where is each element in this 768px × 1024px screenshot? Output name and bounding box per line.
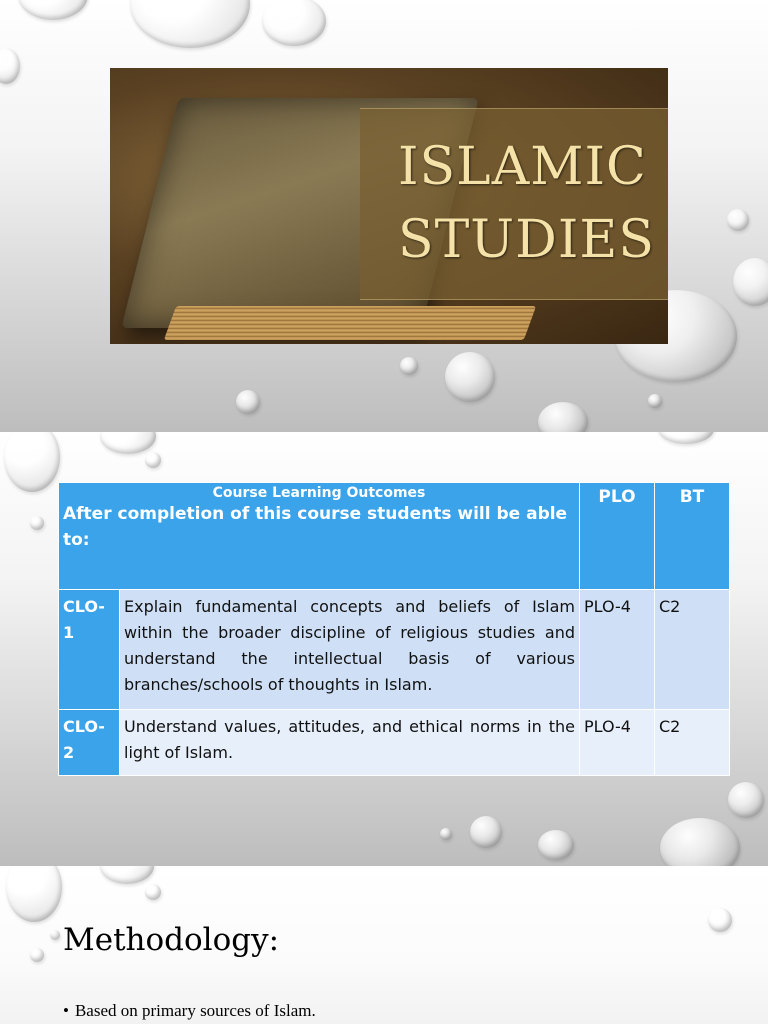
banner-title-line2: STUDIES — [398, 210, 655, 270]
water-drop — [145, 884, 161, 900]
water-drop — [445, 352, 495, 402]
table-header-row — [59, 483, 730, 590]
header-outcomes-cell — [59, 483, 580, 590]
islamic-studies-banner — [110, 68, 668, 344]
clo-id: CLO-2 — [59, 710, 120, 776]
book-pages — [164, 306, 536, 340]
methodology-heading: Methodology: — [63, 922, 280, 958]
table-row — [59, 710, 730, 776]
clo-bt: C2 — [655, 710, 730, 776]
banner-title-line1: ISLAMIC — [398, 137, 647, 197]
bullet-text: Based on primary sources of Islam. — [74, 1001, 316, 1020]
clo-bt: C2 — [655, 590, 730, 710]
table-row — [59, 590, 730, 710]
water-drop — [648, 394, 662, 408]
clo-id: CLO-1 — [59, 590, 120, 710]
water-drop — [30, 948, 44, 962]
banner-title-box — [360, 108, 668, 300]
header-plo: PLO — [580, 483, 655, 590]
clo-description: Understand values, attitudes, and ethical norms in the light of Islam. — [120, 710, 580, 776]
water-drop — [727, 209, 749, 231]
slide-title — [0, 0, 768, 432]
water-drop — [440, 828, 452, 840]
clo-plo: PLO-4 — [580, 590, 655, 710]
table-caption: Course Learning Outcomes — [212, 485, 426, 501]
bullet-icon: • — [63, 1001, 69, 1020]
slide-learning-outcomes — [0, 432, 768, 866]
water-drop — [728, 782, 764, 818]
slide-methodology — [0, 866, 768, 1024]
water-drop — [145, 452, 161, 468]
water-drop — [50, 930, 60, 940]
water-drop — [400, 357, 418, 375]
clo-description: Explain fundamental concepts and beliefs of Islam within the broader discipline of religious studies and understand the intellectual basis of various branches/schools of thoughts in Islam. — [120, 590, 580, 710]
water-drop — [236, 390, 260, 414]
water-drop — [538, 830, 574, 860]
water-drop — [708, 908, 732, 932]
clo-table — [58, 482, 730, 776]
clo-plo: PLO-4 — [580, 710, 655, 776]
water-drop — [30, 516, 44, 530]
water-drop — [470, 816, 502, 848]
table-intro: After completion of this course students will be able to: — [63, 504, 568, 550]
list-item — [63, 1001, 316, 1021]
header-bt: BT — [655, 483, 730, 590]
